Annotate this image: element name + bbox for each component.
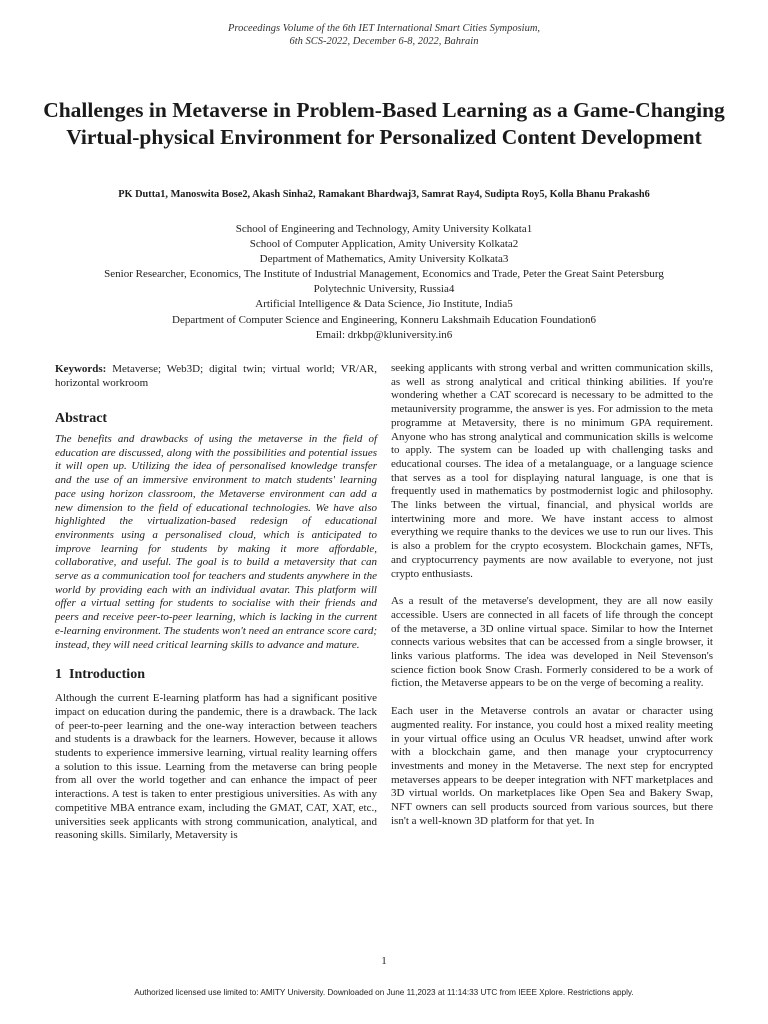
affiliation-line: School of Computer Application, Amity University Kolkata2 bbox=[249, 238, 519, 251]
author-list: PK Dutta1, Manoswita Bose2, Akash Sinha2, Ramakant Bhardwaj3, Samrat Ray4, Sudipta Roy5, Kolla Bhanu Prakash6 bbox=[118, 189, 650, 200]
introduction-heading bbox=[55, 666, 377, 684]
affiliation-line: Senior Researcher, Economics, The Institute of Industrial Management, Economics and Trade, Peter the Great Saint Petersburg bbox=[104, 268, 664, 281]
author-email: Email: drkbp@kluniversity.in6 bbox=[315, 328, 453, 341]
abstract-heading: Abstract bbox=[55, 411, 108, 426]
affiliation-line: Department of Mathematics, Amity University Kolkata3 bbox=[259, 253, 509, 266]
body-paragraph: As a result of the metaverse's development, they are all now easily accessible. Users are connected in all facets of life through the concept of the metaverse, a 3D online virtual space. Similar to how the Internet connects various websites that can be accessed from a single browser, it links various platforms. The idea was developed in Neil Stevenson's science fiction book Snow Crash. Formerly considered to be a work of fiction, the Metaverse appears to be on the verge of becoming a reality. bbox=[391, 595, 713, 690]
affiliations bbox=[20, 222, 748, 343]
left-column bbox=[55, 362, 377, 843]
section-title: Introduction bbox=[69, 667, 145, 683]
proceedings-header-line-2: 6th SCS-2022, December 6-8, 2022, Bahrain bbox=[289, 36, 479, 47]
introduction-text: Although the current E-learning platform has had a significant positive impact on education during the pandemic, there is a drawback. The lack of peer-to-peer learning and the one-way interaction between teachers and students is a drawback for the learners. However, because it allows students to experience immersive learning, virtual reality learning offers a solution to this issue. Learning from the metaverse can bring people from all over the world together and can enhance the impact of peer interactions. A test is taken to enter prestigious universities. As with any competitive MBA entrance exam, including the GMAT, CAT, XAT, etc., universities seek applicants with strong communication, analytical, and reasoning skills. Similarly, Metaversity is bbox=[55, 692, 377, 842]
right-column bbox=[391, 362, 713, 829]
keywords-label: Keywords: bbox=[55, 363, 107, 375]
keywords bbox=[55, 362, 377, 390]
page-number: 1 bbox=[381, 955, 387, 967]
body-paragraph: seeking applicants with strong verbal and written communication skills, as well as strong analytical and critical thinking abilities. If you're wondering whether a CAT scorecard is necessary to be admitted to the metauniversity programme, the answer is yes. For admission to the meta programme at Metaversity, there is no minimum GPA requirement. Anyone who has strong analytical and communication skills is welcome to apply. The system can be loaded up with challenging tasks and educational courses. The idea of a metalanguage, or a language science that serves as a tool for displaying natural language, is one that is frequently used in mathematics by postmodernist logic and philosophy. The links between the virtual, financial, and physical worlds are intertwining more and more. We have instant access to almost everything we require thanks to the devices we use to run our lives. This is also a problem for the crypto ecosystem. Blockchain games, NFTs, and cryptocurrency payments are now available to everyone, not just crypto enthusiasts. bbox=[391, 362, 713, 580]
affiliation-line: School of Engineering and Technology, Amity University Kolkata1 bbox=[235, 223, 533, 235]
affiliation-line: Department of Computer Science and Engineering, Konneru Lakshmaih Education Foundation6 bbox=[172, 313, 596, 326]
license-footer: Authorized licensed use limited to: AMITY University. Downloaded on June 11,2023 at 11:14:33 UTC from IEEE Xplore. Restrictions apply. bbox=[134, 988, 634, 997]
body-paragraph: Each user in the Metaverse controls an avatar or character using augmented reality. For instance, you could host a mixed reality meeting in your virtual office using an Oculus VR headset, unwind after work with a blockchain game, and then manage your cryptocurrency investments and money in the Metaverse. The next step for encrypted metaverses appears to be deeper integration with NFT marketplaces and 3D virtual worlds. On marketplaces like Open Sea and Bakery Swap, NFT owners can sell products sourced from various sources, but there isn't a well-known 3D platform for that yet. In bbox=[391, 705, 713, 827]
affiliation-line: Polytechnic University, Russia4 bbox=[313, 283, 455, 296]
affiliation-line: Artificial Intelligence & Data Science, Jio Institute, India5 bbox=[255, 298, 513, 311]
section-number: 1 bbox=[55, 667, 62, 683]
keywords-text: Metaverse; Web3D; digital twin; virtual world; VR/AR, horizontal workroom bbox=[55, 363, 378, 389]
paper-title: Challenges in Metaverse in Problem-Based Learning as a Game-Changing Virtual-physical Environment for Personalized Content Development bbox=[43, 98, 725, 149]
abstract-text: The benefits and drawbacks of using the metaverse in the field of education are discussed, along with the possibilities and potential issues it will open up. Utilizing the idea of personalised knowledge transfer and the use of an immersive environment to match students' learning pace using horizon classroom, the Metaverse environment can add a new dimension to the field of educational technologies. We have also highlighted the virtualization-based redesign of educational environments using a personalised cloud, which is anticipated to improve learning for students by making it more affordable, collaborative, and useful. The goal is to build a metaversity that can serve as a communication tool for teachers and students anywhere in the world by providing each with an individual avatar. This platform will offer a virtual setting for students to socialise with their friends and peers and receive peer-to-peer learning, which is lacking in the current e-learning environment. The students won't need an entrance score card; instead, they will need critical learning skills to advance and mature. bbox=[55, 433, 377, 651]
proceedings-header-line-1: Proceedings Volume of the 6th IET International Smart Cities Symposium, bbox=[227, 23, 541, 34]
